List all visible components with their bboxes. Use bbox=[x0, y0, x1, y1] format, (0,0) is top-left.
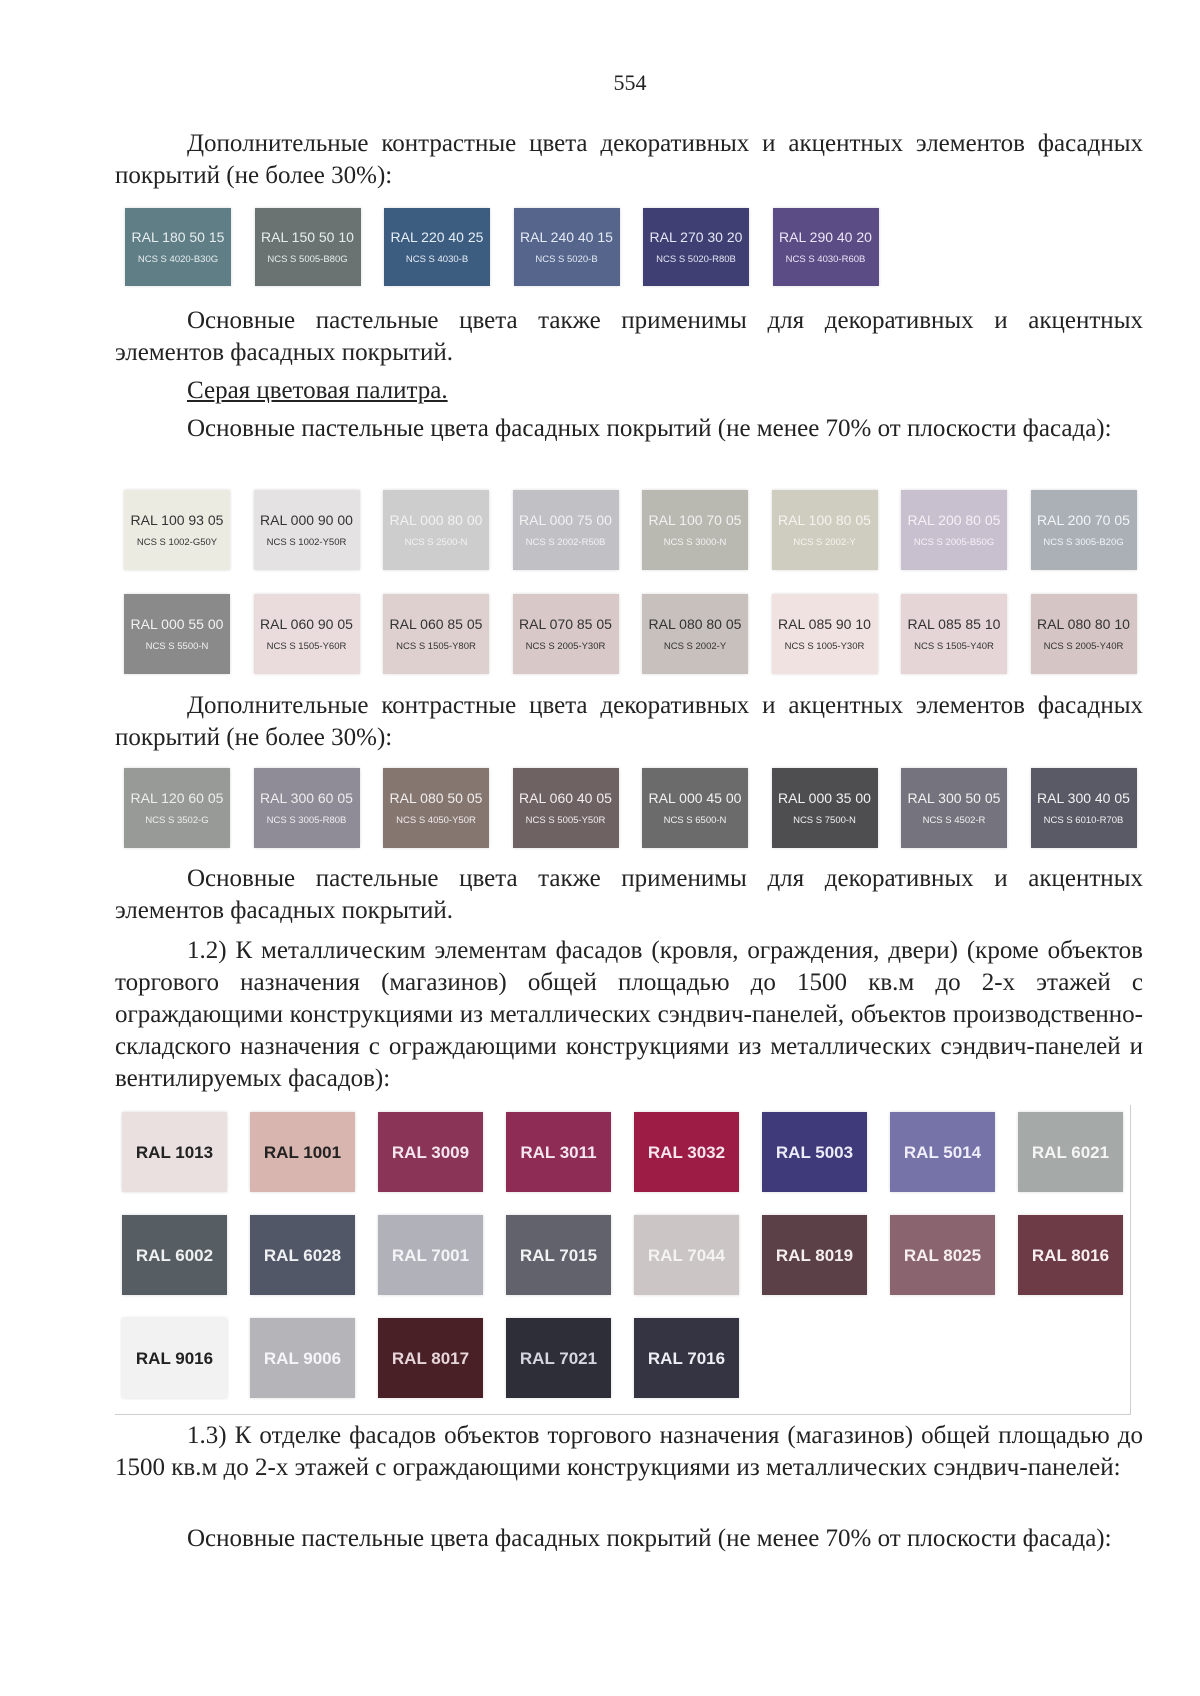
ral-code: RAL 1013 bbox=[135, 1142, 214, 1162]
ral-code: RAL 8025 bbox=[903, 1245, 982, 1265]
color-swatch bbox=[1018, 1112, 1123, 1192]
ral-code: RAL 3009 bbox=[391, 1142, 470, 1162]
ral-code: RAL 220 40 25 bbox=[390, 228, 484, 245]
ral-code: RAL 8016 bbox=[1031, 1245, 1110, 1265]
ral-code: RAL 080 80 05 bbox=[648, 615, 742, 632]
color-swatch bbox=[378, 1318, 483, 1398]
ral-code: RAL 7001 bbox=[391, 1245, 470, 1265]
color-swatch bbox=[634, 1215, 739, 1295]
ncs-code: NCS S 3005-B20G bbox=[1043, 536, 1124, 548]
color-swatch bbox=[506, 1112, 611, 1192]
color-swatch bbox=[254, 490, 360, 570]
color-swatch bbox=[378, 1215, 483, 1295]
color-swatch bbox=[250, 1318, 355, 1398]
ncs-code: NCS S 3005-R80B bbox=[266, 814, 347, 826]
color-swatch bbox=[250, 1215, 355, 1295]
ral-code: RAL 1001 bbox=[263, 1142, 342, 1162]
ncs-code: NCS S 2005-Y30R bbox=[525, 640, 606, 652]
color-swatch bbox=[254, 768, 360, 848]
color-swatch bbox=[773, 208, 879, 286]
ncs-code: NCS S 5005-Y50R bbox=[525, 814, 606, 826]
ncs-code: NCS S 1005-Y30R bbox=[784, 640, 865, 652]
ncs-code: NCS S 1505-Y60R bbox=[266, 640, 347, 652]
ral-code: RAL 000 75 00 bbox=[519, 511, 612, 528]
ral-code: RAL 9006 bbox=[263, 1348, 342, 1368]
paragraph-trade-objects: 1.3) К отделке фасадов объектов торгового назначения (магазинов) общей площадью до 1500 кв.м до 2-х этажей с ограждающими конструкциями из металлических сэндвич-панелей: bbox=[115, 1422, 1143, 1481]
ncs-code: NCS S 1002-Y50R bbox=[266, 536, 347, 548]
ral-code: RAL 6028 bbox=[263, 1245, 342, 1265]
paragraph-trade-pastel: Основные пастельные цвета фасадных покрытий (не менее 70% от плоскости фасада): bbox=[187, 1525, 1112, 1552]
color-swatch bbox=[124, 768, 230, 848]
ral-code: RAL 085 90 10 bbox=[778, 615, 871, 632]
color-swatch bbox=[772, 490, 878, 570]
ral-code: RAL 9016 bbox=[135, 1348, 214, 1368]
ral-code: RAL 7016 bbox=[647, 1348, 726, 1368]
ncs-code: NCS S 2005-Y40R bbox=[1043, 640, 1124, 652]
ncs-code: NCS S 2005-B50G bbox=[913, 536, 995, 548]
ral-code: RAL 200 80 05 bbox=[907, 511, 1001, 528]
ncs-code: NCS S 4020-B30G bbox=[137, 253, 219, 265]
ral-code: RAL 120 60 05 bbox=[130, 789, 224, 806]
ral-code: RAL 5014 bbox=[903, 1142, 982, 1162]
ral-code: RAL 300 50 05 bbox=[907, 789, 1001, 806]
ncs-code: NCS S 5005-B80G bbox=[267, 253, 348, 265]
ncs-code: NCS S 4030-R60B bbox=[785, 253, 866, 265]
color-swatch bbox=[643, 208, 749, 286]
paragraph-pastel-applicable-2: Основные пастельные цвета также применимы для декоративных и акцентных элементов фасадных покрытий. bbox=[115, 865, 1143, 924]
ncs-code: NCS S 2002-Y bbox=[663, 640, 727, 652]
color-swatch bbox=[642, 768, 748, 848]
color-swatch bbox=[506, 1215, 611, 1295]
ral-code: RAL 000 45 00 bbox=[648, 789, 742, 806]
ral-code: RAL 000 80 00 bbox=[389, 511, 483, 528]
ral-code: RAL 080 80 10 bbox=[1037, 615, 1130, 632]
color-swatch bbox=[255, 208, 361, 286]
ral-code: RAL 5003 bbox=[775, 1142, 854, 1162]
color-swatch bbox=[124, 490, 230, 570]
ral-code: RAL 060 40 05 bbox=[519, 789, 612, 806]
ncs-code: NCS S 6500-N bbox=[663, 814, 727, 826]
color-swatch bbox=[122, 1215, 227, 1295]
ral-code: RAL 3011 bbox=[520, 1142, 597, 1162]
color-swatch bbox=[513, 490, 619, 570]
ral-code: RAL 7021 bbox=[519, 1348, 598, 1368]
ral-code: RAL 180 50 15 bbox=[131, 228, 225, 245]
ral-code: RAL 200 70 05 bbox=[1037, 511, 1130, 528]
ral-code: RAL 100 93 05 bbox=[130, 511, 224, 528]
ncs-code: NCS S 3502-G bbox=[145, 814, 209, 826]
ral-code: RAL 290 40 20 bbox=[779, 228, 872, 245]
ral-code: RAL 3032 bbox=[647, 1142, 726, 1162]
heading-gray-palette: Серая цветовая палитра. bbox=[187, 377, 448, 404]
paragraph-gray-accent: Дополнительные контрастные цвета декоративных и акцентных элементов фасадных покрытий (не более 30%): bbox=[115, 692, 1143, 751]
ral-code: RAL 7044 bbox=[647, 1245, 726, 1265]
ncs-code: NCS S 7500-N bbox=[793, 814, 856, 826]
color-swatch bbox=[890, 1215, 995, 1295]
ncs-code: NCS S 3000-N bbox=[663, 536, 727, 548]
ral-code: RAL 6021 bbox=[1031, 1142, 1110, 1162]
color-swatch bbox=[642, 594, 748, 674]
ral-code: RAL 060 85 05 bbox=[389, 615, 483, 632]
ral-code: RAL 150 50 10 bbox=[261, 228, 354, 245]
color-swatch bbox=[772, 594, 878, 674]
ral-code: RAL 240 40 15 bbox=[520, 228, 613, 245]
ral-code: RAL 000 55 00 bbox=[130, 615, 224, 632]
ral-code: RAL 270 30 20 bbox=[649, 228, 743, 245]
color-swatch bbox=[772, 768, 878, 848]
color-swatch bbox=[384, 208, 490, 286]
ncs-code: NCS S 5500-N bbox=[145, 640, 209, 652]
ral-code: RAL 8019 bbox=[775, 1245, 854, 1265]
color-swatch bbox=[634, 1112, 739, 1192]
ncs-code: NCS S 4050-Y50R bbox=[396, 814, 476, 826]
ral-code: RAL 7015 bbox=[519, 1245, 598, 1265]
color-swatch bbox=[901, 594, 1007, 674]
color-swatch bbox=[901, 490, 1007, 570]
ncs-code: NCS S 5020-B bbox=[535, 253, 598, 265]
color-swatch bbox=[383, 490, 489, 570]
ncs-code: NCS S 5020-R80B bbox=[656, 253, 736, 265]
ral-code: RAL 300 40 05 bbox=[1037, 789, 1130, 806]
paragraph-pastel-applicable: Основные пастельные цвета также применимы для декоративных и акцентных элементов фасадных покрытий. bbox=[115, 307, 1143, 366]
color-swatch bbox=[383, 594, 489, 674]
color-swatch bbox=[514, 208, 620, 286]
ral-code: RAL 300 60 05 bbox=[260, 789, 353, 806]
paragraph-metal-elements: 1.2) К металлическим элементам фасадов (кровля, ограждения, двери) (кроме объектов торгового назначения (магазинов) общей площадью до 1500 кв.м до 2-х этажей с ограждающими конструкциями из металлических сэндвич-панелей, объектов производственно-складского назначения с ограждающими конструкциями из металлических сэндвич-панелей и вентилируемых фасадов): bbox=[115, 937, 1143, 1092]
ral-code: RAL 070 85 05 bbox=[519, 615, 612, 632]
ral-code: RAL 8017 bbox=[391, 1348, 470, 1368]
color-swatch bbox=[513, 768, 619, 848]
color-swatch bbox=[378, 1112, 483, 1192]
page-number: 554 bbox=[613, 70, 647, 95]
ral-code: RAL 100 80 05 bbox=[778, 511, 871, 528]
ncs-code: NCS S 2002-R50B bbox=[525, 536, 606, 548]
color-swatch bbox=[634, 1318, 739, 1398]
ncs-code: NCS S 1002-G50Y bbox=[136, 536, 218, 548]
color-swatch bbox=[122, 1112, 227, 1192]
ral-code: RAL 060 90 05 bbox=[260, 615, 353, 632]
ral-code: RAL 6002 bbox=[135, 1245, 214, 1265]
color-swatch bbox=[762, 1215, 867, 1295]
ncs-code: NCS S 6010-R70B bbox=[1043, 814, 1124, 826]
color-swatch bbox=[901, 768, 1007, 848]
ncs-code: NCS S 4030-B bbox=[405, 253, 469, 265]
color-swatch bbox=[250, 1112, 355, 1192]
ncs-code: NCS S 4502-R bbox=[922, 814, 986, 826]
ncs-code: NCS S 2500-N bbox=[404, 536, 468, 548]
color-swatch bbox=[1031, 768, 1137, 848]
ncs-code: NCS S 1505-Y40R bbox=[914, 640, 994, 652]
color-swatch bbox=[762, 1112, 867, 1192]
color-swatch bbox=[124, 594, 230, 674]
ral-code: RAL 085 85 10 bbox=[907, 615, 1001, 632]
ncs-code: NCS S 1505-Y80R bbox=[396, 640, 476, 652]
color-swatch bbox=[1018, 1215, 1123, 1295]
paragraph-gray-pastel: Основные пастельные цвета фасадных покрытий (не менее 70% от плоскости фасада): bbox=[187, 415, 1112, 442]
color-swatch bbox=[1031, 594, 1137, 674]
color-swatch bbox=[1031, 490, 1137, 570]
color-swatch bbox=[254, 594, 360, 674]
color-swatch bbox=[890, 1112, 995, 1192]
ral-code: RAL 000 35 00 bbox=[778, 789, 871, 806]
ral-code: RAL 100 70 05 bbox=[648, 511, 742, 528]
color-swatch bbox=[125, 208, 231, 286]
color-swatch bbox=[642, 490, 748, 570]
color-swatch bbox=[506, 1318, 611, 1398]
ncs-code: NCS S 2002-Y bbox=[793, 536, 856, 548]
ral-code: RAL 080 50 05 bbox=[389, 789, 483, 806]
color-swatch bbox=[383, 768, 489, 848]
color-swatch bbox=[513, 594, 619, 674]
paragraph-accent-colors: Дополнительные контрастные цвета декоративных и акцентных элементов фасадных покрытий (не более 30%): bbox=[115, 130, 1143, 189]
color-swatch bbox=[122, 1318, 227, 1398]
ral-code: RAL 000 90 00 bbox=[260, 511, 353, 528]
